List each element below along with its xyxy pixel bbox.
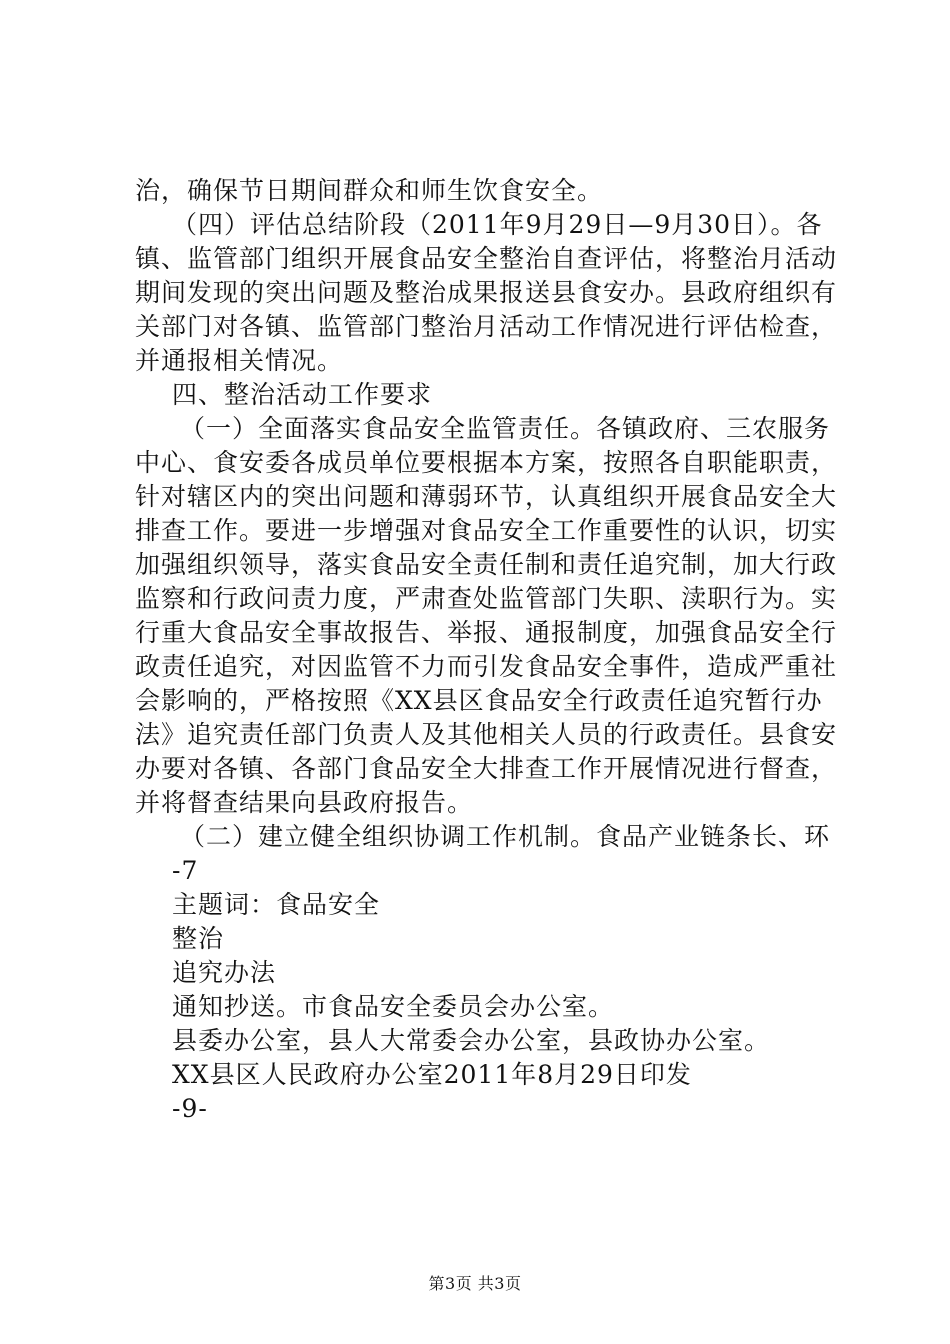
body-line: 针对辖区内的突出问题和薄弱环节，认真组织开展食品安全大 [135, 482, 838, 511]
page-marker: -7 [172, 856, 199, 885]
body-line: 会影响的，严格按照《XX县区食品安全行政责任追究暂行办 [135, 686, 823, 715]
subject-word: 追究办法 [172, 958, 277, 987]
body-line: 法》追究责任部门负责人及其他相关人员的行政责任。县食安 [135, 720, 838, 749]
cc-line: 通知抄送。市食品安全委员会办公室。 [172, 992, 615, 1021]
body-line: 行重大食品安全事故报告、举报、通报制度，加强食品安全行 [135, 618, 838, 647]
body-line: 治，确保节日期间群众和师生饮食安全。 [135, 176, 604, 205]
body-line: 中心、食安委各成员单位要根据本方案，按照各自职能职责， [135, 448, 838, 477]
subject-words-label: 主题词：食品安全 [172, 890, 381, 919]
body-line: 监察和行政问责力度，严肃查处监管部门失职、渎职行为。实 [135, 584, 838, 613]
body-line: 期间发现的突出问题及整治成果报送县食安办。县政府组织有 [135, 278, 838, 307]
body-line: 关部门对各镇、监管部门整治月活动工作情况进行评估检查， [135, 312, 838, 341]
body-line: 并将督查结果向县政府报告。 [135, 788, 474, 817]
section-heading: （二）建立健全组织协调工作机制。食品产业链条长、环 [180, 822, 831, 851]
cc-line: 县委办公室，县人大常委会办公室，县政协办公室。 [172, 1026, 771, 1055]
body-line: 办要对各镇、各部门食品安全大排查工作开展情况进行督查， [135, 754, 838, 783]
body-line: 并通报相关情况。 [135, 346, 344, 375]
section-heading: （一）全面落实食品安全监管责任。各镇政府、三农服务 [180, 414, 831, 443]
issuer-line: XX县区人民政府办公室2011年8月29日印发 [172, 1060, 692, 1089]
page-marker: -9- [172, 1094, 208, 1123]
page-footer: 第3页 共3页 [428, 1274, 522, 1293]
subject-word: 整治 [172, 924, 225, 953]
body-line: 排查工作。要进一步增强对食品安全工作重要性的认识，切实 [135, 516, 838, 545]
body-line: 加强组织领导，落实食品安全责任制和责任追究制，加大行政 [135, 550, 838, 579]
body-line: 政责任追究，对因监管不力而引发食品安全事件，造成严重社 [135, 652, 838, 681]
section-title: 四、整治活动工作要求 [172, 380, 433, 409]
section-heading: （四）评估总结阶段（2011年9月29日—9月30日）。各 [172, 210, 823, 239]
body-line: 镇、监管部门组织开展食品安全整治自查评估，将整治月活动 [135, 244, 838, 273]
